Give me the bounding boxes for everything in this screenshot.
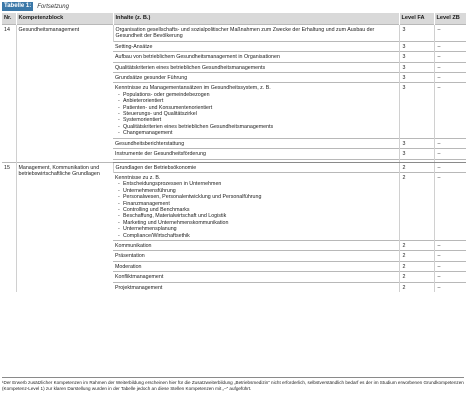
content-cell: Moderation [113, 261, 399, 271]
list-item: - Patienten- und Konsumentenorientiert [118, 105, 397, 111]
block-number: 15 [2, 162, 16, 292]
header-nr: Nr. [2, 13, 16, 25]
block-name: Gesundheitsmanagement [16, 25, 113, 163]
list-item: - Anbieterorientiert [118, 98, 397, 104]
level-zb: – [434, 52, 466, 62]
level-fa: 3 [399, 149, 434, 159]
list-item: - Entscheidungsprozessen in Unternehmen [118, 181, 397, 187]
block-number: 14 [2, 25, 16, 163]
level-fa: 3 [399, 83, 434, 138]
list-item: - Steuerungs- und Qualitätszirkel [118, 111, 397, 117]
content-cell: Projektmanagement [113, 282, 399, 292]
content-cell: Gesundheitsberichterstattung [113, 138, 399, 148]
level-fa: 3 [399, 62, 434, 72]
header-inhalte: Inhalte (z. B.) [113, 13, 399, 25]
level-zb: – [434, 149, 466, 159]
list-item: - Populations- oder gemeindebezogen [118, 92, 397, 98]
content-cell: Konfliktmanagement [113, 272, 399, 282]
content-cell-list [113, 83, 399, 138]
level-zb: – [434, 172, 466, 240]
list-title: Kenntnisse zu Managementansätzen im Gesundheitssystem, z. B. [115, 85, 271, 92]
list-item: - Controlling und Benchmarks [118, 207, 397, 213]
content-cell: Präsentation [113, 251, 399, 261]
level-fa: 3 [399, 52, 434, 62]
level-zb: – [434, 138, 466, 148]
bullet-list [115, 92, 397, 137]
level-zb: – [434, 282, 466, 292]
level-fa: 3 [399, 25, 434, 42]
table-caption [2, 2, 69, 11]
content-cell-list [113, 172, 399, 240]
header-level-zb: Level ZB [434, 13, 466, 25]
level-fa: 2 [399, 251, 434, 261]
level-fa: 2 [399, 240, 434, 250]
content-cell: Setting-Ansätze [113, 41, 399, 51]
list-item: - Unternehmensplanung [118, 226, 397, 232]
list-item: - Unternehmensführung [118, 188, 397, 194]
level-zb: – [434, 83, 466, 138]
table-subtitle: Fortsetzung [37, 3, 69, 10]
level-zb: – [434, 240, 466, 250]
level-fa: 2 [399, 172, 434, 240]
level-zb: – [434, 261, 466, 271]
list-item: - Beschaffung, Materialwirtschaft und Logistik [118, 213, 397, 219]
list-item: - Personalwesen, Personalentwicklung und Personalführung [118, 194, 397, 200]
content-cell: Grundlagen der Betriebsökonomie [113, 162, 399, 172]
block-name: Management, Kommunikation und betriebswirtschaftliche Grundlagen [16, 162, 113, 292]
header-level-fa: Level FA [399, 13, 434, 25]
level-zb: – [434, 25, 466, 42]
list-item: - Marketing und Unternehmenskommunikation [118, 220, 397, 226]
header-kompetenzblock: Kompetenzblock [16, 13, 113, 25]
level-zb: – [434, 62, 466, 72]
table-row [2, 162, 466, 172]
level-zb: – [434, 272, 466, 282]
level-fa: 3 [399, 138, 434, 148]
list-item: - Systemorientiert [118, 117, 397, 123]
level-zb: – [434, 73, 466, 83]
list-item: - Compliance/Wirtschaftsethik [118, 233, 397, 239]
list-item: - Qualitätskriterien eines betrieblichen Gesundheitsmanagements [118, 124, 397, 130]
competency-table [2, 13, 466, 292]
table-label: Tabelle 1: [4, 3, 32, 9]
content-cell: Kommunikation [113, 240, 399, 250]
table-footnote: ¹Der Erwerb zusätzlicher Kompetenzen im Rahmen der Weiterbildung erscheinen hier für die Zusatzweiterbildung „Betriebsmedizin“ nicht erforderlich, selbstverständlich bedarf es der im Studium erworbenen Grundkompetenzen (Kompetenz-Level 1) zur klaren Darstellung wurden in der Tabelle jedoch an diese Stellen Kompetenzen mit „–“ aufgeführt. [2, 377, 464, 392]
content-cell: Instrumente der Gesundheitsförderung [113, 149, 399, 159]
content-cell: Qualitätskriterien eines betrieblichen Gesundheitsmanagements [113, 62, 399, 72]
level-fa: 2 [399, 162, 434, 172]
level-fa: 2 [399, 282, 434, 292]
level-zb: – [434, 41, 466, 51]
level-fa: 2 [399, 272, 434, 282]
level-fa: 2 [399, 261, 434, 271]
content-cell: Aufbau von betrieblichem Gesundheitsmanagement in Organisationen [113, 52, 399, 62]
table-header-row [2, 13, 466, 25]
list-title: Kenntnisse zu z. B. [115, 174, 161, 181]
list-item: - Changemanagement [118, 130, 397, 136]
level-fa: 3 [399, 73, 434, 83]
table-row [2, 25, 466, 42]
list-item: - Finanzmanagement [118, 201, 397, 207]
level-zb: – [434, 162, 466, 172]
level-zb: – [434, 251, 466, 261]
level-fa: 3 [399, 41, 434, 51]
content-cell: Grundsätze gesunder Führung [113, 73, 399, 83]
content-cell: Organisation gesellschafts- und sozialpolitischer Maßnahmen zum Zwecke der Erhaltung und zum Ausbau der Gesundheit der Bevölkerung [113, 25, 399, 42]
bullet-list [115, 181, 397, 239]
